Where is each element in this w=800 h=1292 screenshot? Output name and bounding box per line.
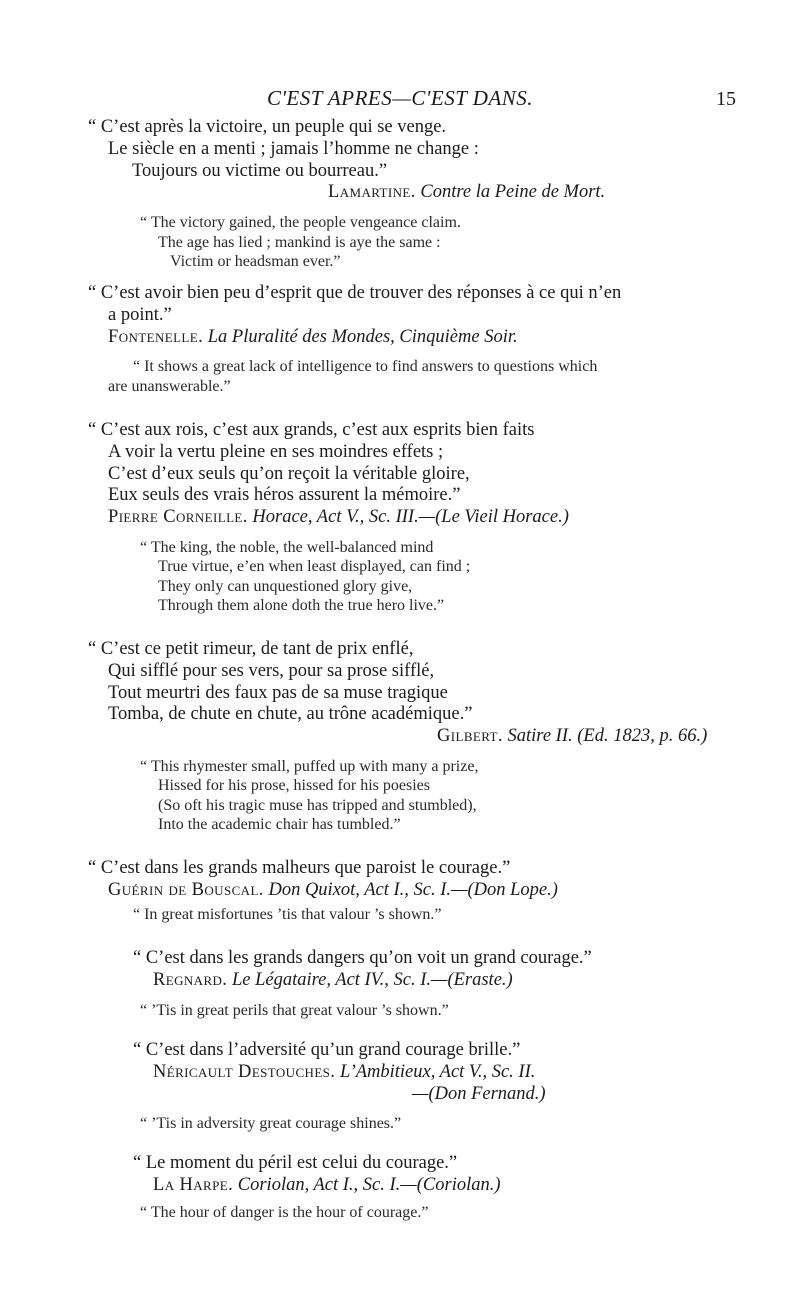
- work-title: Horace, Act V., Sc. III.—(Le Vieil Horace.): [252, 507, 569, 528]
- quotation-entry: [0, 639, 800, 835]
- work-title: —(Don Fernand.): [412, 1083, 546, 1104]
- french-quote: [0, 283, 800, 327]
- quote-line: Le siècle en a menti ; jamais l’homme ne change :: [108, 138, 479, 159]
- attribution: [0, 726, 800, 748]
- english-translation: [0, 905, 800, 925]
- running-head: [0, 86, 800, 116]
- work-title: Satire II. (Ed. 1823, p. 66.): [507, 726, 708, 747]
- translation-line: “ This rhymester small, puffed up with many a prize,: [140, 757, 479, 775]
- author-name: Guérin de Bouscal.: [108, 879, 264, 900]
- page-number: 15: [716, 88, 736, 110]
- translation-line: Into the academic chair has tumbled.”: [158, 816, 401, 834]
- quotation-entry: [0, 283, 800, 396]
- translation-line: Hissed for his prose, hissed for his poesies: [158, 777, 430, 795]
- work-title: Le Légataire, Act IV., Sc. I.—(Eraste.): [231, 969, 513, 990]
- attribution: [0, 182, 800, 204]
- english-translation: [0, 1001, 800, 1021]
- quote-line: “ C’est avoir bien peu d’esprit que de trouver des réponses à ce qui n’en: [88, 283, 622, 303]
- translation-line: Victim or headsman ever.”: [170, 253, 341, 271]
- author-name: Regnard.: [153, 969, 228, 990]
- attribution: [0, 880, 800, 902]
- translation-line: “ The king, the noble, the well-balanced mind: [140, 538, 434, 556]
- author-name: Pierre Corneille.: [108, 507, 248, 528]
- attribution: [0, 507, 800, 529]
- english-translation: [0, 213, 800, 272]
- attribution: [0, 1062, 800, 1084]
- translation-line: “ ’Tis in great perils that great valour ’s shown.”: [140, 1001, 449, 1019]
- quotation-entry: [0, 420, 800, 616]
- author-name: Néricault Destouches.: [153, 1061, 336, 1082]
- quote-line: “ C’est après la victoire, un peuple qui se venge.: [88, 117, 447, 137]
- quote-line: a point.”: [108, 304, 172, 325]
- quote-line: “ C’est aux rois, c’est aux grands, c’est aux esprits bien faits: [88, 420, 535, 440]
- english-translation: [0, 357, 800, 396]
- french-quote: [0, 1040, 800, 1062]
- quotation-entry: [0, 117, 800, 272]
- work-title: La Pluralité des Mondes, Cinquième Soir.: [207, 326, 518, 347]
- quote-line: A voir la vertu pleine en ses moindres effets ;: [108, 441, 444, 462]
- french-quote: [0, 948, 800, 970]
- translation-line: True virtue, e’en when least displayed, can find ;: [158, 558, 471, 576]
- translation-line: The age has lied ; mankind is aye the same :: [158, 233, 441, 251]
- work-title: Don Quixot, Act I., Sc. I.—(Don Lope.): [268, 879, 558, 900]
- quote-line: Toujours ou victime ou bourreau.”: [132, 160, 388, 181]
- translation-line: “ The victory gained, the people vengeance claim.: [140, 214, 461, 232]
- author-name: Lamartine.: [328, 182, 416, 203]
- author-name: Gilbert.: [437, 726, 503, 747]
- english-translation: [0, 757, 800, 835]
- english-translation: [0, 538, 800, 616]
- running-title: C'EST APRES—C'EST DANS.: [266, 86, 534, 110]
- attribution: [0, 1175, 800, 1197]
- quote-line: Qui sifflé pour ses vers, pour sa prose sifflé,: [108, 660, 435, 681]
- french-quote: [0, 639, 800, 726]
- french-quote: [0, 858, 800, 880]
- english-translation: [0, 1203, 800, 1223]
- quote-line: “ C’est dans les grands malheurs que paroist le courage.”: [88, 858, 511, 878]
- attribution-continued: [0, 1084, 800, 1106]
- english-translation: [0, 1114, 800, 1134]
- quote-line: Tout meurtri des faux pas de sa muse tragique: [108, 682, 448, 703]
- translation-line: “ The hour of danger is the hour of courage.”: [140, 1203, 429, 1221]
- quote-line: “ Le moment du péril est celui du courage.”: [133, 1153, 458, 1173]
- attribution: [0, 970, 800, 992]
- quotation-entry: [0, 858, 800, 924]
- french-quote: [0, 117, 800, 182]
- quote-line: “ C’est dans l’adversité qu’un grand courage brille.”: [133, 1040, 521, 1060]
- quotation-entry: [0, 948, 800, 1020]
- quote-line: Eux seuls des vrais héros assurent la mémoire.”: [108, 485, 461, 506]
- translation-line: “ ’Tis in adversity great courage shines.”: [140, 1115, 402, 1133]
- quote-line: C’est d’eux seuls qu’on reçoit la véritable gloire,: [108, 463, 470, 484]
- quote-line: “ C’est dans les grands dangers qu’on voit un grand courage.”: [133, 948, 592, 968]
- quote-line: “ C’est ce petit rimeur, de tant de prix enflé,: [88, 639, 414, 659]
- translation-line: They only can unquestioned glory give,: [158, 577, 413, 595]
- quotation-entry: [0, 1040, 800, 1134]
- author-name: Fontenelle.: [108, 326, 204, 347]
- work-title: Coriolan, Act I., Sc. I.—(Coriolan.): [237, 1174, 501, 1195]
- work-title: L’Ambitieux, Act V., Sc. II.: [339, 1061, 536, 1082]
- translation-line: are unanswerable.”: [108, 377, 231, 395]
- french-quote: [0, 420, 800, 507]
- quotation-entry: [0, 1153, 800, 1222]
- translation-line: Through them alone doth the true hero live.”: [158, 597, 445, 615]
- translation-line: “ In great misfortunes ’tis that valour ’s shown.”: [133, 905, 442, 923]
- french-quote: [0, 1153, 800, 1175]
- work-title: Contre la Peine de Mort.: [420, 182, 606, 203]
- translation-line: (So oft his tragic muse has tripped and stumbled),: [158, 796, 477, 814]
- attribution: [0, 327, 800, 349]
- translation-line: “ It shows a great lack of intelligence to find answers to questions which: [133, 358, 598, 376]
- quote-line: Tomba, de chute en chute, au trône académique.”: [108, 704, 473, 725]
- author-name: La Harpe.: [153, 1174, 234, 1195]
